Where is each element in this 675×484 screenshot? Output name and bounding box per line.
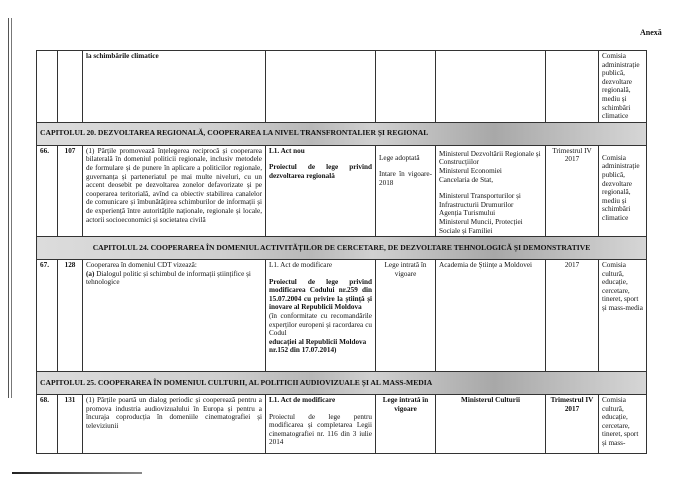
annex-label: Anexă xyxy=(640,28,662,37)
committee: Comisia administrație publică, dezvoltare regională, mediu și schimbări climatice xyxy=(599,145,647,236)
act-type: L1. Act de modificare xyxy=(269,396,336,405)
chapter-title: CAPITOLUL 20. DEZVOLTAREA REGIONALĂ, COOPERAREA LA NIVEL TRANSFRONTALIER ȘI REGIONAL xyxy=(37,122,647,145)
chapter-header-24 xyxy=(37,237,647,260)
table-row xyxy=(37,260,647,372)
obligation-text: (1) Părțile promovează înțelegerea reciprocă și cooperarea bilaterală în domeniul politicii regionale, inclusiv metodele de formulare și de punere în aplicare a politicilor regionale, guvernanța și parteneriatul pe mai multe niveluri, cu un accent deosebit pe dezvoltarea zonelor defavorizate și pe cooperarea teritorială, avînd ca obiectiv stabilirea canalelor de comunicare și îmbunătățirea schimburilor de informații și de experiență între autoritățile naționale, regionale și locale, actorii socioeconomici și societatea civilă xyxy=(83,145,266,236)
article-number: 131 xyxy=(58,395,83,454)
status: Lege intrată în vigoare xyxy=(376,395,436,454)
table-row xyxy=(37,395,647,454)
cell-institutions xyxy=(436,145,546,236)
act-type: L1. Act de modificare xyxy=(269,261,333,270)
binding-margin-line xyxy=(8,18,9,398)
deadline: 2017 xyxy=(546,260,599,372)
obligation-intro: Cooperarea în domeniul CDT vizează: xyxy=(86,261,197,270)
cell-act xyxy=(266,395,376,454)
point-text: Dialogul politic și schimbul de informații științifice și tehnologice xyxy=(86,269,251,287)
action-plan-table xyxy=(36,50,647,454)
act-title: Proiectul de lege privind dezvoltarea regională xyxy=(269,163,372,180)
article-number: 128 xyxy=(58,260,83,372)
cell-obligation xyxy=(83,51,266,123)
cell-obligation xyxy=(83,260,266,372)
cell-institutions xyxy=(436,51,546,123)
binding-margin-line-inner xyxy=(11,18,12,398)
row-number: 68. xyxy=(37,395,58,454)
institution: Ministerul Culturii xyxy=(436,395,546,454)
chapter-header-25 xyxy=(37,372,647,395)
committee-text: Comisia administrație publică, dezvoltare regională, mediu și schimbări climatice xyxy=(602,52,640,121)
chapter-title: CAPITOLUL 24. COOPERAREA ÎN DOMENIUL ACTIVITĂȚILOR DE CERCETARE, DE DEZVOLTARE TEHNOLOGICĂ ȘI DEMONSTRATIVE xyxy=(37,237,647,260)
cell-act xyxy=(266,51,376,123)
table-row-continuation xyxy=(37,51,647,123)
row-number: 67. xyxy=(37,260,58,372)
cell-status xyxy=(376,51,436,123)
act-title: Proiectul de lege pentru modificarea și completarea Legii cinematografiei nr. 116 din 3 iulie 2014 xyxy=(269,412,372,447)
chapter-header-20 xyxy=(37,122,647,145)
obligation-point xyxy=(86,270,262,287)
cell-committee xyxy=(599,51,647,123)
act-title: Proiectul de lege privind modificarea Codului nr.259 din 15.07.2004 cu privire la știință și inovare al Republicii Moldova xyxy=(269,277,372,312)
committee: Comisia cultură, educație, cercetare, tineret, sport și mass-media xyxy=(599,260,647,372)
cell-article xyxy=(58,51,83,123)
committee: Comisia cultură, educație, cercetare, tineret, sport și mass- xyxy=(599,395,647,454)
cell-status xyxy=(376,145,436,236)
obligation-text: (1) Părțile poartă un dialog periodic și cooperează pentru a promova industria audiovizualului în Europa și pentru a încuraja coproducția în domeniile cinematografiei și televiziunii xyxy=(83,395,266,454)
institution: Ministerul Economiei xyxy=(439,166,502,175)
article-number: 107 xyxy=(58,145,83,236)
act-note: educației al Republicii Moldova nr.152 din 17.07.2014) xyxy=(269,337,367,355)
institution: Ministerul Dezvoltării Regionale și Construcțiilor xyxy=(439,149,541,167)
cell-act xyxy=(266,260,376,372)
institution: Cancelaria de Stat, xyxy=(439,175,494,184)
point-label: (a) xyxy=(86,269,95,278)
obligation-text: la schimbările climatice xyxy=(86,52,159,60)
cell-number xyxy=(37,51,58,123)
status-line: Intare în vigoare-2018 xyxy=(379,170,432,187)
deadline: Trimestrul IV 2017 xyxy=(546,395,599,454)
institution: Ministerul Transporturilor și Infrastructurii Drumurilor xyxy=(439,192,521,209)
row-number: 66. xyxy=(37,145,58,236)
institution: Academia de Științe a Moldovei xyxy=(436,260,546,372)
chapter-title: CAPITOLUL 25. COOPERAREA ÎN DOMENIUL CULTURII, AL POLITICII AUDIOVIZUALE ȘI AL MASS-MEDIA xyxy=(37,372,647,395)
status-line: Lege adoptată xyxy=(379,153,420,162)
act-type: L1. Act nou xyxy=(269,146,305,155)
cell-deadline xyxy=(546,51,599,123)
status: Lege intrată în vigoare xyxy=(376,260,436,372)
footnote-separator-line xyxy=(12,472,142,474)
institution: Agenția Turismului xyxy=(439,209,496,218)
cell-act xyxy=(266,145,376,236)
institution: Ministerul Muncii, Protecției Sociale și Familiei xyxy=(439,217,523,235)
act-note: (în conformitate cu recomandările experților europeni și racordarea cu Codul xyxy=(269,312,372,338)
deadline: Trimestrul IV 2017 xyxy=(546,145,599,236)
table-row xyxy=(37,145,647,236)
